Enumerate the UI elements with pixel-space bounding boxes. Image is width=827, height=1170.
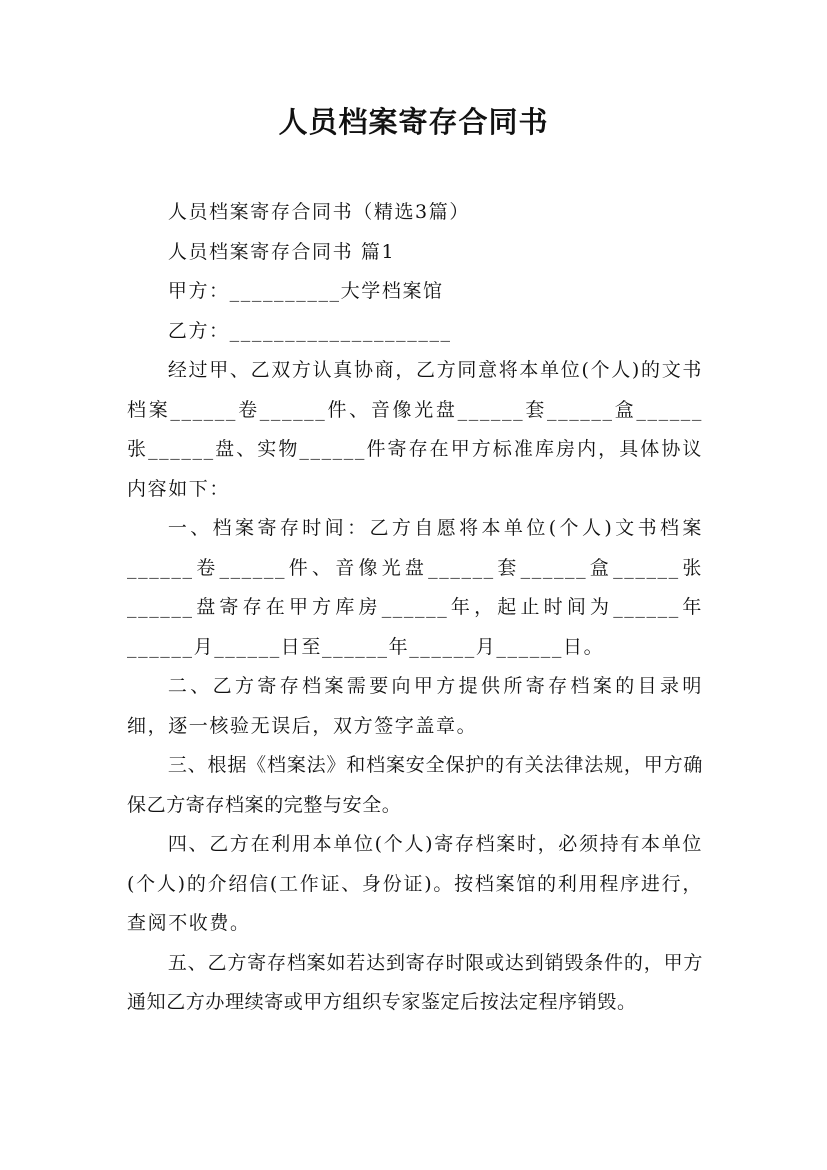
paragraph-clause-1: 一、档案寄存时间：乙方自愿将本单位(个人)文书档案______卷______件、音像光盘______套______盒______张______盘寄存在甲方库房______年，起止时间为______年______月______日至______年______月______日。 — [127, 517, 703, 658]
document-title: 人员档案寄存合同书 — [278, 105, 549, 139]
paragraph-clause-3: 三、根据《档案法》和档案安全保护的有关法律法规，甲方确保乙方寄存档案的完整与安全。 — [127, 754, 703, 816]
paragraph-intro: 经过甲、乙双方认真协商，乙方同意将本单位(个人)的文书档案______卷______件、音像光盘______套______盒______张______盘、实物______件寄存在甲方标准库房内，具体协议内容如下： — [127, 359, 703, 500]
paragraph-subtitle: 人员档案寄存合同书（精选3篇） — [167, 201, 470, 223]
paragraph-clause-2: 二、乙方寄存档案需要向甲方提供所寄存档案的目录明细，逐一核验无误后，双方签字盖章。 — [127, 675, 703, 737]
paragraph-clause-5: 五、乙方寄存档案如若达到寄存时限或达到销毁条件的，甲方通知乙方办理续寄或甲方组织专家鉴定后按法定程序销毁。 — [127, 951, 703, 1013]
document-body — [127, 193, 703, 1023]
paragraph-section-heading: 人员档案寄存合同书 篇1 — [167, 240, 396, 263]
paragraph-party-b: 乙方：____________________ — [167, 319, 452, 342]
paragraph-party-a: 甲方：__________大学档案馆 — [167, 280, 444, 302]
paragraph-clause-4: 四、乙方在利用本单位(个人)寄存档案时，必须持有本单位(个人)的介绍信(工作证、身份证)。按档案馆的利用程序进行，查阅不收费。 — [127, 833, 703, 934]
